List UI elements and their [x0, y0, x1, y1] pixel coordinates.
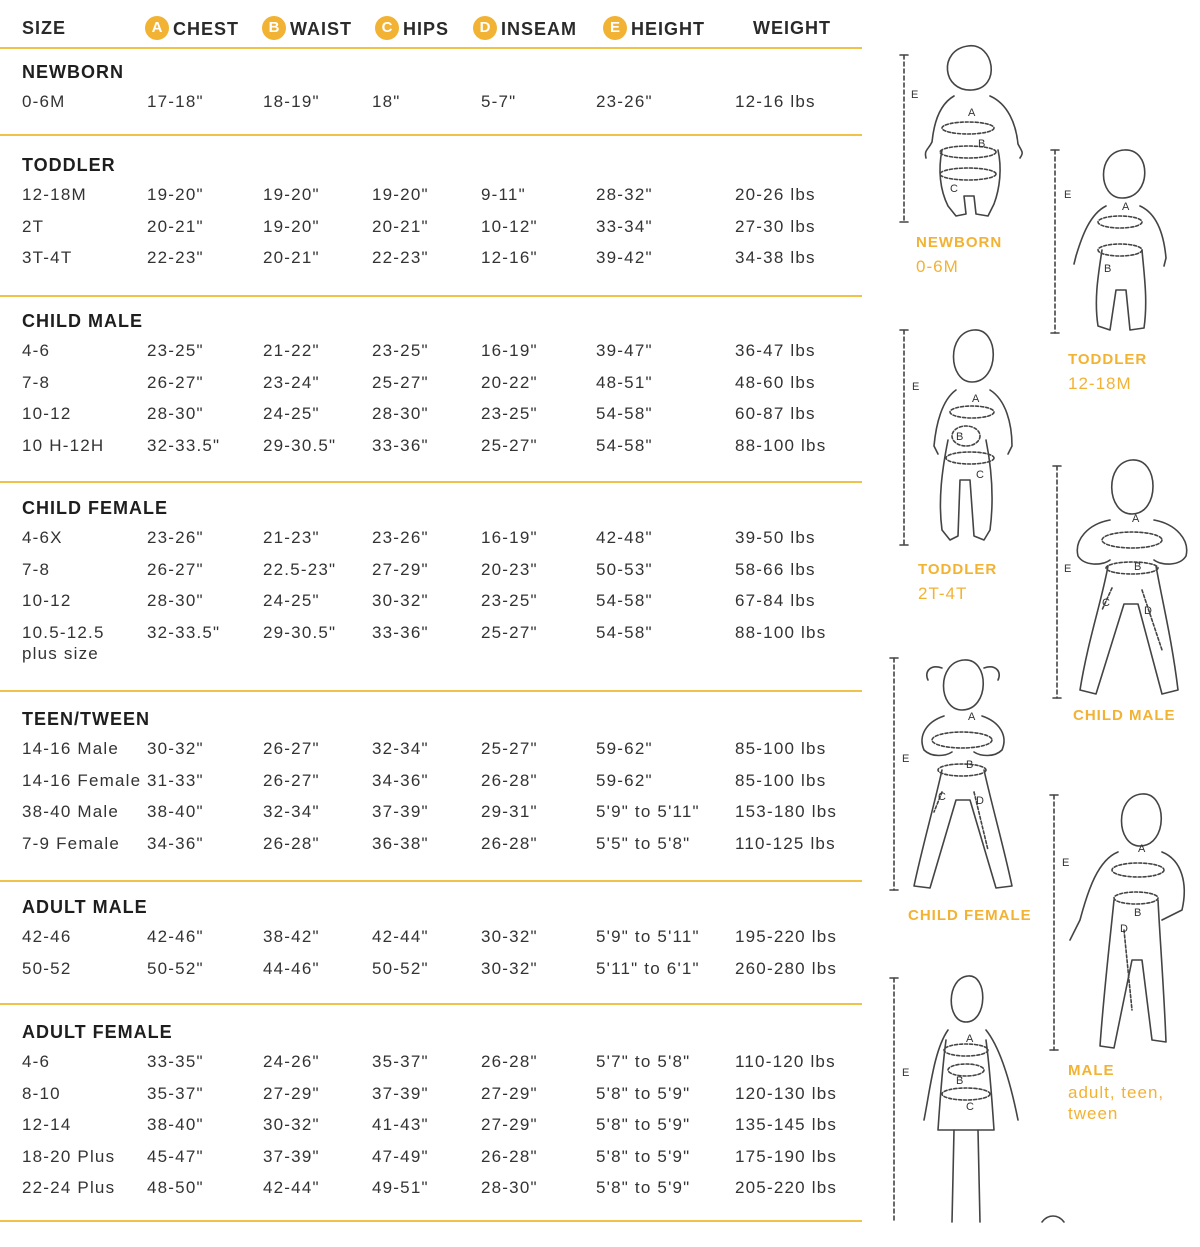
badge-a: A: [145, 16, 169, 40]
table-cell: 29-30.5": [263, 622, 337, 642]
table-cell: 36-47 lbs: [735, 341, 816, 360]
table-cell: 41-43": [372, 1115, 429, 1134]
size-cell: 50-52: [22, 958, 72, 978]
table-cell: 5'8" to 5'9": [596, 1115, 691, 1134]
cf-letter-e: E: [902, 753, 910, 765]
table-cell: 5'9" to 5'11": [596, 802, 700, 821]
table-cell: 50-52": [147, 958, 204, 978]
table-cell: 35-37": [147, 1083, 204, 1103]
header-inseam: [473, 18, 577, 42]
badge-c: C: [375, 16, 399, 40]
size-cell: 8-10: [22, 1083, 61, 1103]
table-cell: 23-26": [596, 92, 653, 111]
m-letter-b: B: [1134, 907, 1142, 919]
newborn-figure: [900, 46, 1022, 222]
table-cell: 48-51": [596, 372, 653, 392]
cm-letter-e: E: [1064, 563, 1072, 575]
table-cell: 23-25": [481, 404, 538, 423]
table-cell: 30-32": [481, 958, 538, 978]
table-cell: 34-38 lbs: [735, 248, 816, 267]
section-divider: [0, 295, 862, 297]
table-cell: 153-180 lbs: [735, 802, 838, 821]
header-hips: [375, 18, 449, 42]
size-cell: 42-46: [22, 927, 72, 946]
table-cell: 48-60 lbs: [735, 372, 816, 392]
table-cell: 47-49": [372, 1146, 429, 1166]
cf-letter-c: C: [938, 791, 946, 803]
table-cell: 20-21": [372, 216, 429, 236]
table-cell: 54-58": [596, 435, 653, 455]
section-divider: [0, 880, 862, 882]
table-cell: 20-21": [147, 216, 204, 236]
table-cell: 5'7" to 5'8": [596, 1052, 691, 1071]
child-male-figure: [1053, 460, 1187, 698]
table-cell: 23-26": [147, 528, 204, 547]
section-title: ADULT FEMALE: [22, 1022, 173, 1042]
table-cell: 60-87 lbs: [735, 404, 816, 423]
size-cell: 12-14: [22, 1115, 72, 1134]
badge-b: B: [262, 16, 286, 40]
table-cell: 23-25": [481, 591, 538, 610]
table-cell: 37-39": [372, 802, 429, 821]
nb-letter-e: E: [911, 89, 919, 101]
table-cell: 26-27": [263, 739, 320, 758]
table-cell: 26-27": [147, 559, 204, 579]
table-cell: 24-25": [263, 591, 320, 610]
table-cell: 85-100 lbs: [735, 739, 827, 758]
size-cell: 14-16 Female: [22, 770, 142, 790]
size-cell: 38-40 Male: [22, 802, 120, 821]
size-cell: 7-9 Female: [22, 833, 120, 853]
size-cell: 10.5-12.5: [22, 622, 105, 642]
t2-letter-b: B: [956, 431, 964, 443]
table-cell: 54-58": [596, 591, 653, 610]
table-cell: 21-22": [263, 341, 320, 360]
cf-letter-b: B: [966, 759, 974, 771]
table-cell: 25-27": [481, 622, 538, 642]
figure-label-child-female: CHILD FEMALE: [908, 907, 1032, 924]
size-cell: 7-8: [22, 559, 51, 579]
table-cell: 26-28": [263, 833, 320, 853]
m-letter-a: A: [1138, 843, 1146, 855]
table-cell: 135-145 lbs: [735, 1115, 838, 1134]
af-letter-e: E: [902, 1067, 910, 1079]
table-cell: 28-30": [147, 591, 204, 610]
nb-letter-c: C: [950, 183, 958, 195]
table-cell: 110-125 lbs: [735, 833, 836, 853]
section-title: ADULT MALE: [22, 897, 148, 917]
table-cell: 37-39": [372, 1083, 429, 1103]
table-cell: 17-18": [147, 92, 204, 111]
table-cell: 28-30": [147, 404, 204, 423]
table-cell: 33-36": [372, 622, 429, 642]
size-cell: 4-6X: [22, 528, 63, 547]
badge-d: D: [473, 16, 497, 40]
t2-letter-e: E: [912, 381, 920, 393]
table-cell: 25-27": [372, 372, 429, 392]
table-cell: 42-48": [596, 528, 653, 547]
table-cell: 28-30": [372, 404, 429, 423]
table-cell: 33-35": [147, 1052, 204, 1071]
section-divider: [0, 134, 862, 136]
header-divider: [0, 47, 862, 49]
table-cell: 30-32": [147, 739, 204, 758]
header-inseam-label: INSEAM: [501, 18, 578, 39]
table-cell: 28-32": [596, 185, 653, 204]
section-divider: [0, 481, 862, 483]
section-divider: [0, 1003, 862, 1005]
header-hips-label: HIPS: [403, 18, 450, 39]
figure-label-newborn: NEWBORN: [916, 234, 1003, 251]
table-cell: 88-100 lbs: [735, 435, 827, 455]
table-cell: 59-62": [596, 739, 653, 758]
table-cell: 205-220 lbs: [735, 1178, 838, 1197]
table-cell: 38-40": [147, 802, 204, 821]
table-cell: 33-36": [372, 435, 429, 455]
table-cell: 39-47": [596, 341, 653, 360]
header-waist-label: WAIST: [290, 18, 352, 39]
table-cell: 18": [372, 92, 401, 111]
t2-letter-c: C: [976, 469, 984, 481]
table-cell: 12-16": [481, 248, 538, 267]
cm-letter-c: C: [1102, 597, 1110, 609]
table-header: [0, 10, 862, 46]
table-cell: 88-100 lbs: [735, 622, 827, 642]
nb-letter-a: A: [968, 107, 976, 119]
size-cell: 10 H-12H: [22, 435, 105, 455]
table-cell: 21-23": [263, 528, 320, 547]
figure-sub-toddler-2: 2T-4T: [918, 584, 968, 603]
table-cell: 36-38": [372, 833, 429, 853]
table-cell: 50-52": [372, 958, 429, 978]
table-cell: 32-34": [372, 739, 429, 758]
table-cell: 5'8" to 5'9": [596, 1083, 691, 1103]
af-letter-b: B: [956, 1075, 964, 1087]
figure-sub-newborn: 0-6M: [916, 257, 959, 276]
size-cell: 2T: [22, 216, 45, 236]
table-cell: 16-19": [481, 341, 538, 360]
table-cell: 42-44": [372, 927, 429, 946]
table-cell: 32-33.5": [147, 435, 221, 455]
af-letter-a: A: [966, 1033, 974, 1045]
section-divider: [0, 1220, 862, 1222]
table-cell: 26-27": [147, 372, 204, 392]
section-title: TODDLER: [22, 155, 116, 175]
table-cell: 42-44": [263, 1178, 320, 1197]
table-cell: 24-25": [263, 404, 320, 423]
size-cell: 4-6: [22, 1052, 51, 1071]
size-cell: 3T-4T: [22, 248, 73, 267]
figure-sub-male: adult, teen, tween: [1068, 1083, 1165, 1123]
figure-label-male: MALE: [1068, 1062, 1115, 1079]
nb-letter-b: B: [978, 138, 986, 150]
table-cell: 23-25": [147, 341, 204, 360]
table-cell: 12-16 lbs: [735, 92, 816, 111]
table-cell: 32-34": [263, 802, 320, 821]
section-title: CHILD MALE: [22, 311, 143, 331]
table-cell: 54-58": [596, 622, 653, 642]
table-cell: 32-33.5": [147, 622, 221, 642]
m-letter-d: D: [1120, 923, 1128, 935]
size-cell: 0-6M: [22, 92, 66, 111]
figure-label-child-male: CHILD MALE: [1073, 707, 1176, 724]
header-height-label: HEIGHT: [631, 18, 706, 39]
table-cell: 22-23": [372, 248, 429, 267]
table-cell: 260-280 lbs: [735, 958, 838, 978]
table-cell: 175-190 lbs: [735, 1146, 838, 1166]
table-cell: 30-32": [372, 591, 429, 610]
table-cell: 26-28": [481, 770, 538, 790]
table-cell: 19-20": [263, 185, 320, 204]
table-cell: 120-130 lbs: [735, 1083, 838, 1103]
t1-letter-b: B: [1104, 263, 1112, 275]
table-cell: 19-20": [147, 185, 204, 204]
table-cell: 18-19": [263, 92, 320, 111]
header-chest: [145, 18, 239, 42]
size-cell: 7-8: [22, 372, 51, 392]
table-cell: 27-29": [263, 1083, 320, 1103]
t2-letter-a: A: [972, 393, 980, 405]
table-cell: 19-20": [372, 185, 429, 204]
table-cell: 19-20": [263, 216, 320, 236]
table-cell: 29-31": [481, 802, 538, 821]
measurement-figures: [862, 0, 1200, 1247]
table-cell: 54-58": [596, 404, 653, 423]
af-letter-c: C: [966, 1101, 974, 1113]
toddler-12-18m-figure: [1051, 150, 1166, 333]
table-cell: 20-21": [263, 248, 320, 267]
cf-letter-d: D: [976, 795, 984, 807]
figure-label-toddler-2: TODDLER: [918, 561, 998, 578]
table-cell: 67-84 lbs: [735, 591, 816, 610]
table-cell: 5'8" to 5'9": [596, 1178, 691, 1197]
table-cell: 30-32": [481, 927, 538, 946]
cm-letter-d: D: [1144, 605, 1152, 617]
table-cell: 27-29": [481, 1115, 538, 1134]
table-cell: 35-37": [372, 1052, 429, 1071]
table-cell: 28-30": [481, 1178, 538, 1197]
table-cell: 42-46": [147, 927, 204, 946]
table-cell: 25-27": [481, 435, 538, 455]
table-cell: 37-39": [263, 1146, 320, 1166]
section-title: TEEN/TWEEN: [22, 709, 151, 729]
table-cell: 48-50": [147, 1178, 204, 1197]
table-cell: 85-100 lbs: [735, 770, 827, 790]
table-cell: 27-29": [372, 559, 429, 579]
table-cell: 25-27": [481, 739, 538, 758]
t1-letter-a: A: [1122, 201, 1130, 213]
table-cell: 39-50 lbs: [735, 528, 816, 547]
section-title: NEWBORN: [22, 62, 124, 82]
table-cell: 20-23": [481, 559, 538, 579]
table-cell: 26-28": [481, 1146, 538, 1166]
table-cell: 20-22": [481, 372, 538, 392]
table-cell: 16-19": [481, 528, 538, 547]
table-cell: 22-23": [147, 248, 204, 267]
size-cell: 18-20 Plus: [22, 1146, 116, 1166]
header-waist: [262, 18, 352, 42]
size-cell: 4-6: [22, 341, 51, 360]
cm-letter-a: A: [1132, 513, 1140, 525]
table-cell: 29-30.5": [263, 435, 337, 455]
table-cell: 31-33": [147, 770, 204, 790]
table-cell: 38-42": [263, 927, 320, 946]
table-cell: 10-12": [481, 216, 538, 236]
size-cell: 10-12: [22, 404, 72, 423]
section-divider: [0, 690, 862, 692]
badge-e: E: [603, 16, 627, 40]
table-cell: 20-26 lbs: [735, 185, 816, 204]
table-cell: 45-47": [147, 1146, 204, 1166]
table-cell: 5'11" to 6'1": [596, 958, 700, 978]
table-cell: 26-28": [481, 833, 538, 853]
table-cell: 5-7": [481, 92, 517, 111]
table-cell: 24-26": [263, 1052, 320, 1071]
m-letter-e: E: [1062, 857, 1070, 869]
table-cell: 39-42": [596, 248, 653, 267]
table-cell: 27-29": [481, 1083, 538, 1103]
table-cell: 34-36": [147, 833, 204, 853]
table-cell: 23-26": [372, 528, 429, 547]
male-figure: [1050, 794, 1184, 1050]
table-cell: 30-32": [263, 1115, 320, 1134]
table-cell: 27-30 lbs: [735, 216, 816, 236]
header-weight: WEIGHT: [753, 18, 831, 38]
child-female-figure: [890, 658, 1012, 890]
table-cell: 23-24": [263, 372, 320, 392]
table-cell: 50-53": [596, 559, 653, 579]
section-title: CHILD FEMALE: [22, 498, 168, 518]
table-cell: 33-34": [596, 216, 653, 236]
size-cell: 22-24 Plus: [22, 1178, 116, 1197]
adult-female-figure: [890, 976, 1064, 1222]
table-cell: 49-51": [372, 1178, 429, 1197]
header-size: SIZE: [22, 18, 67, 38]
cm-letter-b: B: [1134, 561, 1142, 573]
row-note: plus size: [22, 644, 99, 663]
size-cell: 14-16 Male: [22, 739, 120, 758]
table-cell: 9-11": [481, 185, 526, 204]
size-cell: 12-18M: [22, 185, 87, 204]
table-cell: 59-62": [596, 770, 653, 790]
table-cell: 26-28": [481, 1052, 538, 1071]
figure-label-toddler-1: TODDLER: [1068, 351, 1148, 368]
table-cell: 26-27": [263, 770, 320, 790]
table-cell: 5'5" to 5'8": [596, 833, 691, 853]
header-height: [603, 18, 705, 42]
table-cell: 23-25": [372, 341, 429, 360]
table-cell: 5'8" to 5'9": [596, 1146, 691, 1166]
t1-letter-e: E: [1064, 189, 1072, 201]
size-cell: 10-12: [22, 591, 72, 610]
table-cell: 38-40": [147, 1115, 204, 1134]
table-cell: 34-36": [372, 770, 429, 790]
table-cell: 195-220 lbs: [735, 927, 838, 946]
table-cell: 5'9" to 5'11": [596, 927, 700, 946]
table-cell: 22.5-23": [263, 559, 337, 579]
cf-letter-a: A: [968, 711, 976, 723]
table-cell: 110-120 lbs: [735, 1052, 836, 1071]
figure-sub-toddler-1: 12-18M: [1068, 374, 1132, 393]
table-cell: 58-66 lbs: [735, 559, 816, 579]
table-cell: 44-46": [263, 958, 320, 978]
header-chest-label: CHEST: [173, 18, 240, 39]
